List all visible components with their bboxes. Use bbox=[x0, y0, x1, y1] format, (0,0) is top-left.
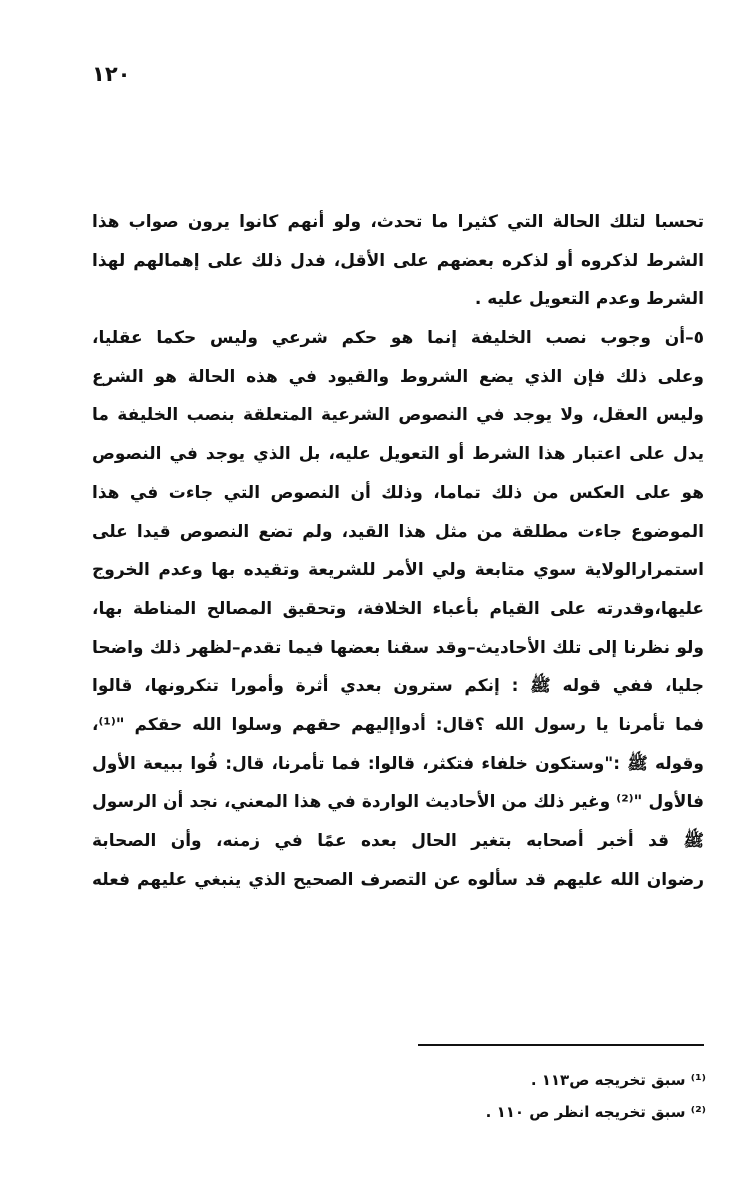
body-line: عليها،وقدرته على القيام بأعباء الخلافة، وتحقيق المصالح المناطة بها، bbox=[92, 598, 704, 619]
footnote-divider bbox=[418, 1044, 704, 1046]
body-line: جليا، ففي قوله ﷺ : إنكم سترون بعدي أثرة وأمورا تنكرونها، قالوا bbox=[92, 676, 704, 697]
body-text bbox=[92, 203, 704, 899]
body-line: يدل على اعتبار هذا الشرط أو التعويل عليه، بل الذي يوجد في النصوص bbox=[92, 444, 704, 465]
body-line: فما تأمرنا يا رسول الله ؟قال: أدواإليهم حقهم وسلوا الله حقكم "⁽¹⁾، bbox=[92, 714, 704, 735]
body-line: وقوله ﷺ :"وستكون خلفاء فتكثر، قالوا: فما تأمرنا، قال: فُوا ببيعة الأول bbox=[92, 753, 704, 774]
body-line: وليس العقل، ولا يوجد في النصوص الشرعية المتعلقة بنصب الخليفة ما bbox=[92, 405, 704, 426]
body-line: رضوان الله عليهم قد سألوه عن التصرف الصحيح الذي ينبغي عليهم فعله bbox=[92, 869, 704, 890]
body-line: وعلى ذلك فإن الذي يضع الشروط والقيود في هذه الحالة هو الشرع bbox=[92, 366, 704, 387]
body-line: استمرارالولاية سوي متابعة ولي الأمر للشريعة وتقيده بها وعدم الخروج bbox=[92, 560, 704, 581]
footnote-1: ⁽¹⁾ سبق تخريجه ص١١٣ . bbox=[530, 1071, 706, 1089]
body-line: فالأول "⁽²⁾ وغير ذلك من الأحاديث الواردة في هذا المعني، نجد أن الرسول bbox=[92, 792, 704, 813]
footnote-2: ⁽²⁾ سبق تخريجه انظر ص ١١٠ . bbox=[485, 1103, 706, 1121]
body-line: ﷺ قد أخبر أصحابه بتغير الحال بعده عمًا في زمنه، وأن الصحابة bbox=[92, 831, 704, 851]
body-line: هو على العكس من ذلك تماما، وذلك أن النصوص التي جاءت في هذا bbox=[92, 482, 704, 503]
body-line: الشرط لذكروه أو لذكره بعضهم على الأقل، فدل ذلك على إهمالهم لهذا bbox=[92, 250, 704, 271]
body-line: الموضوع جاءت مطلقة من مثل هذا القيد، ولم تضع النصوص قيدا على bbox=[92, 521, 704, 542]
page-number: ١٢٠ bbox=[92, 62, 131, 86]
body-line: ولو نظرنا إلى تلك الأحاديث–وقد سقنا بعضها فيما تقدم–لظهر ذلك واضحا bbox=[92, 637, 704, 658]
body-line: ٥–أن وجوب نصب الخليفة إنما هو حكم شرعي وليس حكما عقليا، bbox=[92, 328, 704, 349]
body-line: تحسبا لتلك الحالة التي كثيرا ما تحدث، ولو أنهم كانوا يرون صواب هذا bbox=[92, 212, 704, 232]
body-line: الشرط وعدم التعويل عليه . bbox=[474, 289, 704, 310]
footnotes bbox=[400, 1064, 706, 1128]
